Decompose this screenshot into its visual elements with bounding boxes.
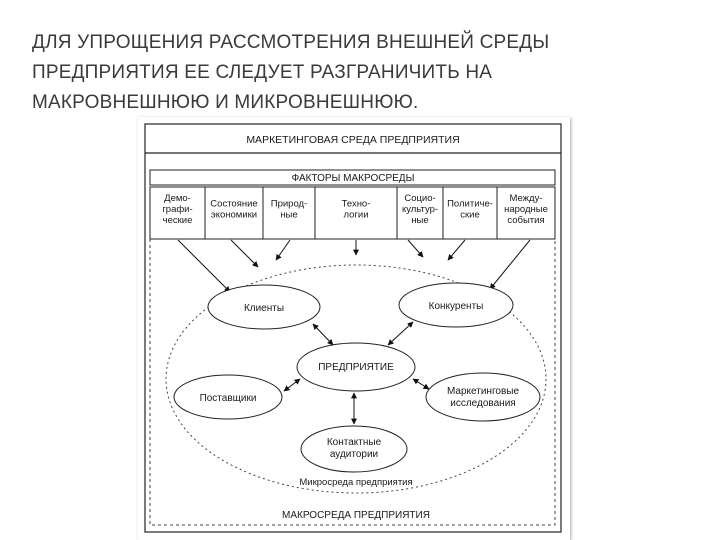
suppliers-label: Поставщики <box>199 393 257 404</box>
factor-label: ные <box>280 209 298 221</box>
marketing-research-label-1: Маркетинговые <box>446 386 520 397</box>
clients-label: Клиенты <box>243 303 285 314</box>
factor-label: графи- <box>162 204 193 215</box>
arrow-enterprise-research <box>413 379 429 389</box>
diagram-header: МАРКЕТИНГОВАЯ СРЕДА ПРЕДПРИЯТИЯ <box>246 134 460 146</box>
factor-label: Социо- <box>404 193 436 204</box>
arrow-economy <box>231 240 258 267</box>
competitors-label: Конкуренты <box>428 301 484 312</box>
macro-environment-label: МАКРОСРЕДА ПРЕДПРИЯТИЯ <box>282 510 430 521</box>
contact-audiences-label-1: Контактные <box>326 437 382 448</box>
arrow-enterprise-suppliers <box>284 379 300 391</box>
arrow-sociocultural <box>408 240 423 257</box>
factor-label: Между- <box>509 193 543 204</box>
factor-label: Техно- <box>341 198 371 210</box>
arrow-demographic <box>178 240 230 292</box>
contact-audiences-label-2: аудитории <box>329 449 379 460</box>
marketing-research-node <box>426 373 540 421</box>
marketing-environment-diagram <box>138 117 570 540</box>
macro-factors-title: ФАКТОРЫ МАКРОСРЕДЫ <box>291 173 415 184</box>
enterprise-label: ПРЕДПРИЯТИЕ <box>318 362 394 373</box>
factor-label: Природ- <box>270 198 308 210</box>
factor-label: народные <box>504 204 548 215</box>
arrow-nature <box>276 240 290 260</box>
diagram-canvas <box>138 117 570 540</box>
factor-label: события <box>507 215 545 226</box>
arrow-international <box>490 240 530 289</box>
factor-label: Политиче- <box>447 198 493 210</box>
factor-label: культур- <box>401 204 439 215</box>
arrow-enterprise-competitors <box>388 322 413 345</box>
slide-title: ДЛЯ УПРОЩЕНИЯ РАССМОТРЕНИЯ ВНЕШНЕЙ СРЕДЫ ПРЕДПРИЯТИЯ ЕЕ СЛЕДУЕТ РАЗГРАНИЧИТЬ НА МАКРОВНЕШНЮЮ И МИКРОВНЕШНЮЮ. <box>32 32 550 113</box>
factor-label: Демо- <box>164 193 191 204</box>
factor-label: Состояние <box>210 198 258 210</box>
arrow-political <box>448 240 465 260</box>
marketing-research-label-2: исследования <box>450 398 516 409</box>
factor-label: логии <box>343 209 369 221</box>
arrow-enterprise-clients <box>313 324 333 345</box>
factor-label: ческие <box>162 215 193 226</box>
micro-environment-label: Микросреда предприятия <box>299 477 413 488</box>
factor-label: ные <box>411 215 429 226</box>
factor-label: экономики <box>210 209 258 221</box>
factor-label: ские <box>460 209 480 221</box>
